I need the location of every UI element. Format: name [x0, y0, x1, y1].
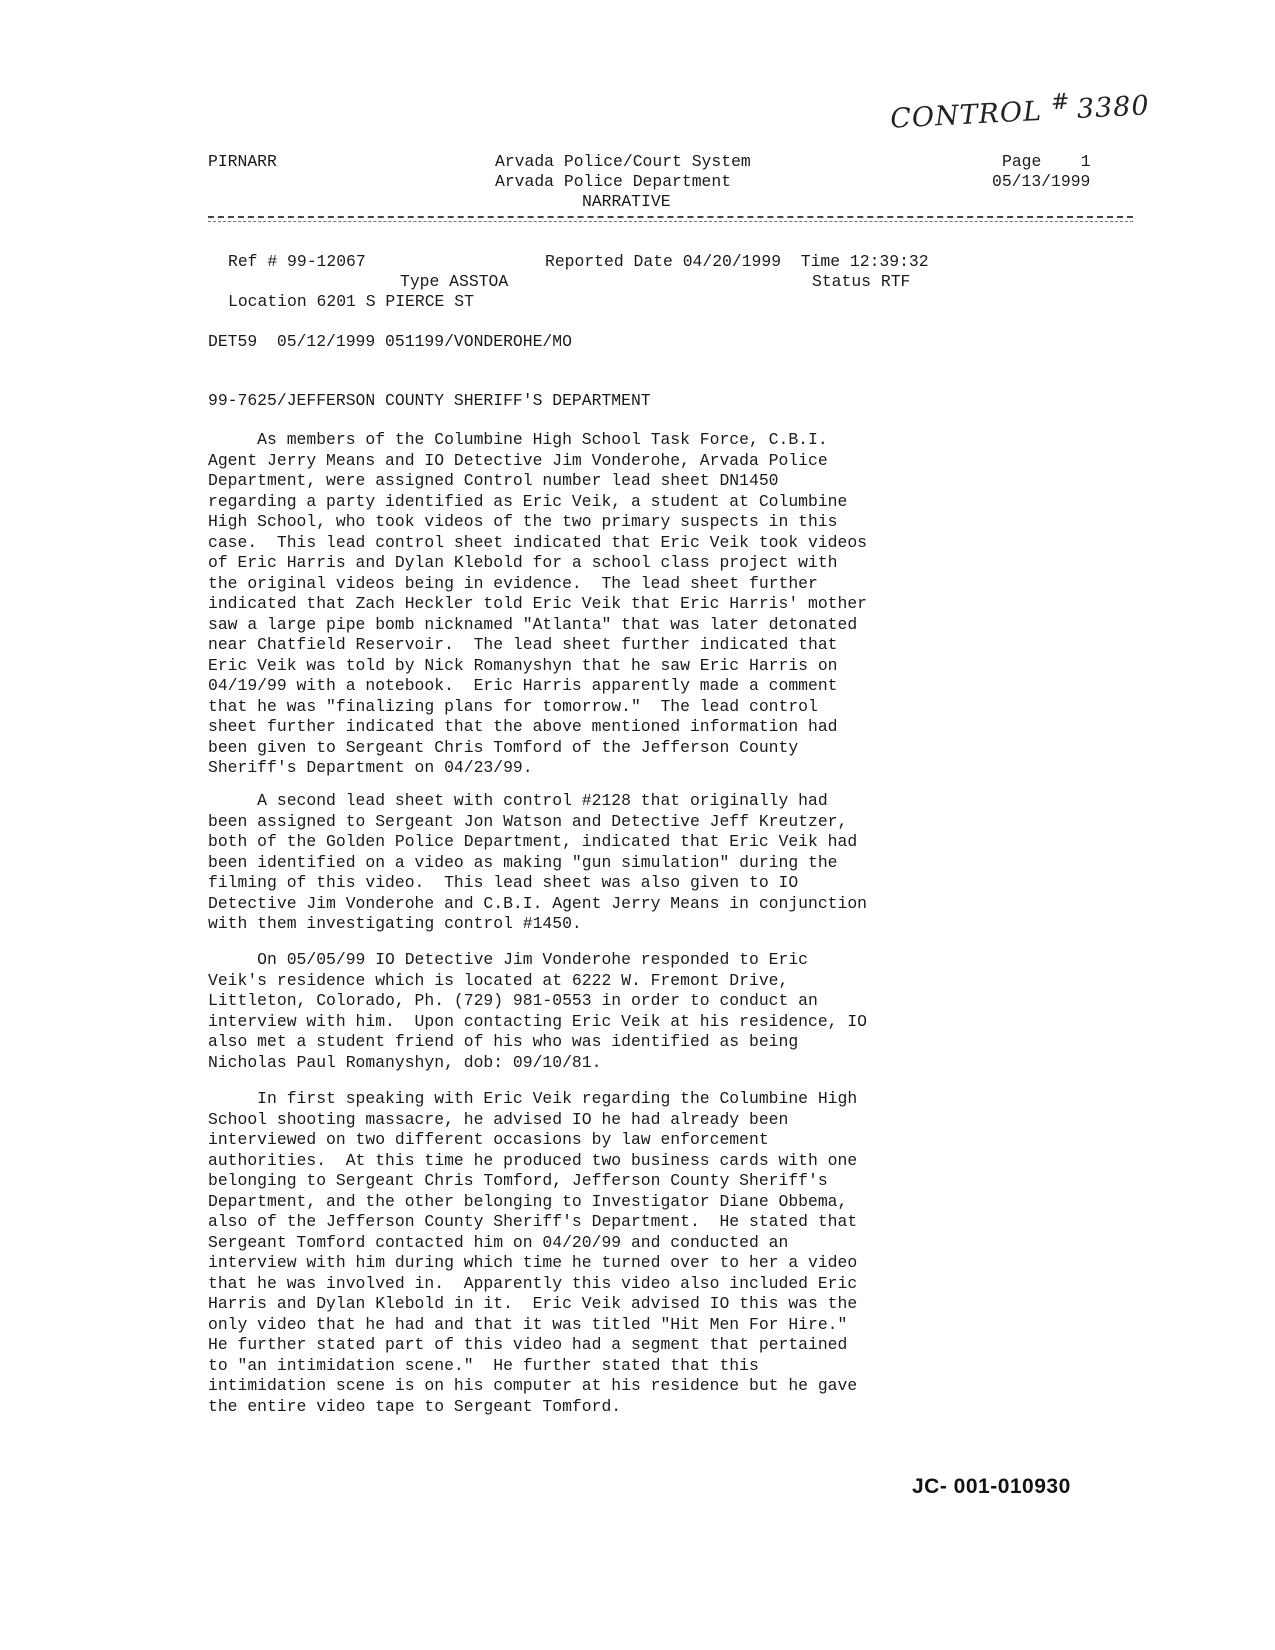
report-date: 05/13/1999 — [992, 172, 1091, 191]
agency-line: 99-7625/JEFFERSON COUNTY SHERIFF'S DEPARTMENT — [208, 391, 651, 410]
case-status: Status RTF — [812, 272, 911, 291]
page-number: Page 1 — [1002, 152, 1091, 171]
detective-line: DET59 05/12/1999 051199/VONDEROHE/MO — [208, 332, 572, 351]
narrative-paragraph: A second lead sheet with control #2128 that originally had been assigned to Sergeant Jon Watson and Detective Jeff Kreutzer, both of the Golden Police Department, indicated that Eric Veik had been identified on a video as making "gun simulation" during the filming of this video. This lead sheet was also given to IO Detective Jim Vonderohe and C.B.I. Agent Jerry Means in conjunction with them investigating control #1450. — [208, 791, 868, 933]
system-name: Arvada Police/Court System — [495, 152, 751, 171]
narrative-paragraph: As members of the Columbine High School Task Force, C.B.I. Agent Jerry Means and IO Detective Jim Vonderohe, Arvada Police Department, were assigned Control number lead sheet DN1450 regarding a party identified as Eric Veik, a student at Columbine High School, who took videos of the two primary suspects in this case. This lead control sheet indicated that Eric Veik took videos of Eric Harris and Dylan Klebold for a school class project with the original videos being in evidence. The lead sheet further indicated that Zach Heckler told Eric Veik that Eric Harris' mother saw a large pipe bomb nicknamed "Atlanta" that was later detonated near Chatfield Reservoir. The lead sheet further indicated that Eric Veik was told by Nick Romanyshyn that he saw Eric Harris on 04/19/99 with a notebook. Eric Harris apparently made a comment that he was "finalizing plans for tomorrow." The lead control sheet further indicated that the above mentioned information had been given to Sergeant Chris Tomford of the Jefferson County Sheriff's Department on 04/23/99. — [208, 430, 868, 777]
handwritten-control-number: CONTROL # 3380 — [889, 89, 1151, 135]
narrative-paragraph: In first speaking with Eric Veik regarding the Columbine High School shooting massacre, he advised IO he had already been interviewed on two different occasions by law enforcement authorities. At this time he produced two business cards with one belonging to Sergeant Chris Tomford, Jefferson County Sheriff's Department, and the other belonging to Investigator Diane Obbema, also of the Jefferson County Sheriff's Department. He stated that Sergeant Tomford contacted him on 04/20/99 and conducted an interview with him during which time he turned over to her a video that he was involved in. Apparently this video also included Eric Harris and Dylan Klebold in it. Eric Veik advised IO this was the only video that he had and that it was titled "Hit Men For Hire." He further stated part of this video had a segment that pertained to "an intimidation scene." He further stated that this intimidation scene is on his computer at his residence but he gave the entire video tape to Sergeant Tomford. — [208, 1089, 858, 1416]
department-name: Arvada Police Department — [495, 172, 732, 191]
case-ref: Ref # 99-12067 — [228, 252, 366, 271]
reported-date: Reported Date 04/20/1999 Time 12:39:32 — [545, 252, 929, 271]
document-title: NARRATIVE — [582, 192, 671, 211]
bates-number: JC- 001-010930 — [912, 1475, 1071, 1498]
header-divider-double — [208, 221, 1133, 222]
header-divider — [208, 216, 1133, 218]
case-type: Type ASSTOA — [400, 272, 509, 291]
form-id: PIRNARR — [208, 152, 277, 171]
narrative-paragraph: On 05/05/99 IO Detective Jim Vonderohe responded to Eric Veik's residence which is located at 6222 W. Fremont Drive, Littleton, Colorado, Ph. (729) 981-0553 in order to conduct an interview with him. Upon contacting Eric Veik at his residence, IO also met a student friend of his who was identified as being Nicholas Paul Romanyshyn, dob: 09/10/81. — [208, 950, 868, 1072]
case-location: Location 6201 S PIERCE ST — [228, 292, 474, 311]
